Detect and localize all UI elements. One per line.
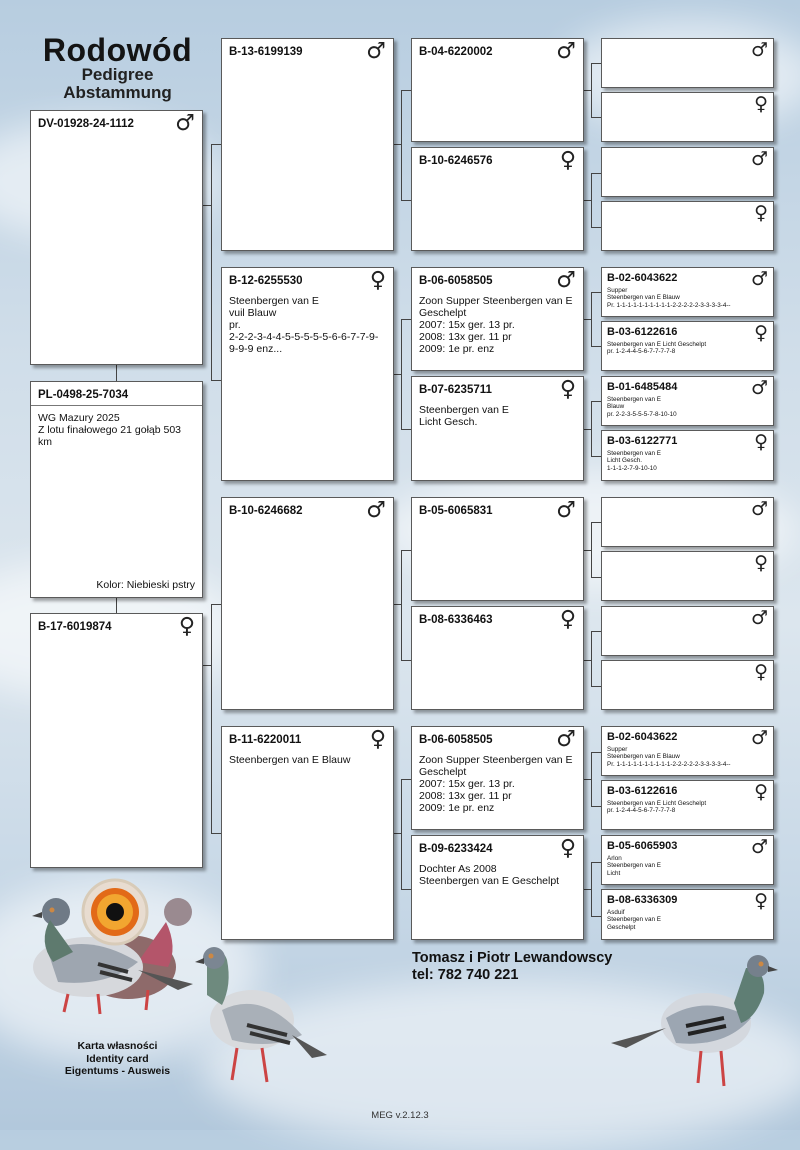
ring-number: B-03-6122616 xyxy=(607,326,678,338)
connector-line xyxy=(583,319,591,320)
ring-number: B-09-6233424 xyxy=(419,843,493,855)
ring-number: B-04-6220002 xyxy=(419,46,493,58)
ring-number: B-13-6199139 xyxy=(229,46,303,58)
great-grandparent-card[interactable] xyxy=(601,147,774,197)
subtitle-en: Pedigree xyxy=(81,65,154,84)
connector-line xyxy=(591,752,601,753)
connector-line xyxy=(401,779,411,780)
bird-info: Steenbergen van E Licht Geschelpt pr. 1-2-4-4-5-6-7-7-7-7-8 xyxy=(607,800,707,815)
connector-line xyxy=(202,205,211,206)
male-symbol-icon: ♂ xyxy=(750,39,768,61)
female-symbol-icon: ♀ xyxy=(754,322,768,344)
connector-line xyxy=(591,686,601,687)
male-symbol-icon: ♂ xyxy=(750,148,768,170)
connector-line xyxy=(393,833,401,834)
connector-line xyxy=(591,806,601,807)
connector-line xyxy=(401,90,402,200)
grandsire-card[interactable] xyxy=(411,497,584,601)
pigeon-illustration xyxy=(192,940,332,1090)
caption-line: Identity card xyxy=(86,1052,149,1065)
connector-line xyxy=(211,144,212,380)
connector-line xyxy=(583,90,591,91)
connector-line xyxy=(401,660,411,661)
connector-line xyxy=(116,597,117,613)
male-symbol-icon: ♂ xyxy=(750,268,768,290)
ring-number: B-03-6122616 xyxy=(607,785,678,797)
granddam-card[interactable] xyxy=(411,835,584,940)
bird-info: Zoon Supper Steenbergen van E Geschelpt 2007: 15x ger. 13 pr. 2008: 13x ger. 11 pr 2009: 1e pr. enz xyxy=(419,754,573,814)
grandsire-card[interactable] xyxy=(411,267,584,371)
male-symbol-icon: ♂ xyxy=(366,39,386,64)
female-symbol-icon: ♀ xyxy=(559,836,576,861)
connector-line xyxy=(211,604,212,833)
connector-line xyxy=(591,63,601,64)
pigeon-pair-illustration xyxy=(28,872,208,1032)
connector-line xyxy=(591,401,592,456)
connector-line xyxy=(116,364,117,381)
female-symbol-icon: ♀ xyxy=(754,93,768,115)
great-grandparent-card[interactable] xyxy=(601,430,774,481)
bird-info: Steenbergen van E vuil Blauw pr. 2-2-2-3-4-4-5-5-5-5-5-6-6-7-7-9-9-9-9 enz... xyxy=(229,295,379,355)
female-symbol-icon: ♀ xyxy=(369,727,386,752)
great-grandparent-card[interactable] xyxy=(601,201,774,251)
connector-line xyxy=(401,889,411,890)
connector-line xyxy=(211,380,221,381)
great-grandparent-card[interactable] xyxy=(601,660,774,710)
great-grandparent-card[interactable] xyxy=(601,321,774,371)
male-symbol-icon: ♂ xyxy=(750,377,768,399)
bird-info: Steenbergen van E Licht Gesch. 1-1-1-2-7-9-10-10 xyxy=(607,450,661,472)
ring-number: B-06-6058505 xyxy=(419,275,493,287)
ring-number: B-01-6485484 xyxy=(607,381,678,393)
connector-line xyxy=(401,319,411,320)
bird-info: Steenbergen van E Blauw pr. 2-2-3-5-5-5-7-8-10-10 xyxy=(607,396,677,418)
connector-line xyxy=(583,429,591,430)
ring-number: B-11-6220011 xyxy=(229,734,302,746)
male-symbol-icon: ♂ xyxy=(750,836,768,858)
main-bird-card[interactable] xyxy=(30,110,203,365)
connector-line xyxy=(583,889,591,890)
female-symbol-icon: ♀ xyxy=(754,202,768,224)
male-symbol-icon: ♂ xyxy=(556,727,576,752)
great-grandparent-card[interactable] xyxy=(601,497,774,547)
mother-card[interactable] xyxy=(30,613,203,868)
ring-number: B-07-6235711 xyxy=(419,384,492,396)
female-symbol-icon: ♀ xyxy=(559,148,576,173)
owner-name: Tomasz i Piotr Lewandowscy xyxy=(412,950,613,966)
dam-card[interactable] xyxy=(221,267,394,481)
connector-line xyxy=(591,173,592,228)
great-grandparent-card[interactable] xyxy=(601,889,774,940)
connector-line xyxy=(591,346,601,347)
male-symbol-icon: ♂ xyxy=(366,498,386,523)
connector-line xyxy=(202,665,211,666)
connector-line xyxy=(401,550,402,660)
female-symbol-icon: ♀ xyxy=(754,661,768,683)
connector-line xyxy=(591,227,601,228)
bird-info: WG Mazury 2025 Z lotu finałowego 21 gołąb 503 km xyxy=(38,412,182,448)
identity-card-caption xyxy=(30,1040,205,1078)
caption-line: Karta własności xyxy=(77,1040,158,1052)
grandsire-card[interactable] xyxy=(411,38,584,142)
male-symbol-icon: ♂ xyxy=(175,111,195,136)
subtitle-de: Abstammung xyxy=(63,83,172,102)
connector-line xyxy=(591,862,592,916)
connector-line xyxy=(401,429,411,430)
male-symbol-icon: ♂ xyxy=(750,607,768,629)
connector-line xyxy=(393,604,401,605)
connector-line xyxy=(401,90,411,91)
connector-line xyxy=(591,522,601,523)
caption-line: Eigentums - Ausweis xyxy=(64,1065,171,1077)
male-symbol-icon: ♂ xyxy=(750,498,768,520)
female-symbol-icon: ♀ xyxy=(754,552,768,574)
connector-line xyxy=(393,144,401,145)
connector-line xyxy=(583,200,591,201)
owner-phone: tel: 782 740 221 xyxy=(412,967,519,983)
ring-number: B-08-6336309 xyxy=(607,894,678,906)
connector-line xyxy=(583,550,591,551)
male-symbol-icon: ♂ xyxy=(556,268,576,293)
color-label: Kolor: Niebieski pstry xyxy=(96,579,195,591)
connector-line xyxy=(591,456,601,457)
granddam-card[interactable] xyxy=(411,147,584,251)
page-title: Rodowód xyxy=(42,32,193,68)
bird-info: Steenbergen van E Blauw xyxy=(229,754,351,766)
great-grandparent-card[interactable] xyxy=(601,92,774,142)
female-symbol-icon: ♀ xyxy=(754,781,768,803)
dam-card[interactable] xyxy=(221,726,394,940)
connector-line xyxy=(591,577,601,578)
connector-line xyxy=(591,292,592,347)
connector-line xyxy=(591,862,601,863)
connector-line xyxy=(591,401,601,402)
ring-number: B-05-6065903 xyxy=(607,840,678,852)
bird-info: Supper Steenbergen van E Blauw Pr. 1-1-1-1-1-1-1-1-1-1-2-2-2-2-2-3-3-3-3-4-- xyxy=(607,746,731,768)
ring-number: B-17-6019874 xyxy=(38,621,112,633)
ring-number: B-02-6043622 xyxy=(607,272,678,284)
bird-info: Asduif Steenbergen van E Geschelpt xyxy=(607,909,661,931)
bird-info: Supper Steenbergen van E Blauw Pr. 1-1-1-1-1-1-1-1-1-1-2-2-2-2-2-3-3-3-3-4-- xyxy=(607,287,731,309)
granddam-card[interactable] xyxy=(411,606,584,710)
great-grandparent-card[interactable] xyxy=(601,551,774,601)
ring-number: B-10-6246682 xyxy=(229,505,303,517)
male-symbol-icon: ♂ xyxy=(556,498,576,523)
connector-line xyxy=(401,200,411,201)
great-grandparent-card[interactable] xyxy=(601,606,774,656)
pedigree-header xyxy=(30,34,205,102)
pigeon-illustration xyxy=(606,948,786,1098)
connector-line xyxy=(211,604,221,605)
connector-line xyxy=(583,660,591,661)
ring-number: PL-0498-25-7034 xyxy=(38,389,129,401)
connector-line xyxy=(591,752,592,807)
connector-line xyxy=(591,916,601,917)
connector-line xyxy=(393,374,401,375)
granddam-card[interactable] xyxy=(411,376,584,481)
bird-info: Dochter As 2008 Steenbergen van E Geschelpt xyxy=(419,863,560,887)
great-grandparent-card[interactable] xyxy=(601,835,774,885)
sire-card[interactable] xyxy=(221,38,394,251)
great-grandparent-card[interactable] xyxy=(601,780,774,830)
ring-number: B-10-6246576 xyxy=(419,155,493,167)
great-grandparent-card[interactable] xyxy=(601,376,774,426)
connector-line xyxy=(591,173,601,174)
grandsire-card[interactable] xyxy=(411,726,584,830)
connector-line xyxy=(211,144,221,145)
great-grandparent-card[interactable] xyxy=(601,267,774,317)
connector-line xyxy=(401,779,402,889)
connector-line xyxy=(211,833,221,834)
female-symbol-icon: ♀ xyxy=(178,614,195,639)
female-symbol-icon: ♀ xyxy=(559,377,576,402)
female-symbol-icon: ♀ xyxy=(754,890,768,912)
bird-info: Zoon Supper Steenbergen van E Geschelpt 2007: 15x ger. 13 pr. 2008: 13x ger. 11 pr 2009: 1e pr. enz xyxy=(419,295,573,355)
female-symbol-icon: ♀ xyxy=(559,607,576,632)
connector-line xyxy=(401,319,402,429)
connector-line xyxy=(591,63,592,118)
female-symbol-icon: ♀ xyxy=(369,268,386,293)
ring-number: B-08-6336463 xyxy=(419,614,493,626)
female-symbol-icon: ♀ xyxy=(754,431,768,453)
connector-line xyxy=(401,550,411,551)
ring-number: B-02-6043622 xyxy=(607,731,678,743)
great-grandparent-card[interactable] xyxy=(601,726,774,776)
ring-number: B-12-6255530 xyxy=(229,275,303,287)
ring-number: B-03-6122771 xyxy=(607,435,678,447)
bird-info: Steenbergen van E Licht Geschelpt pr. 1-2-4-4-5-6-7-7-7-7-8 xyxy=(607,341,707,356)
bird-info: Arlon Steenbergen van E Licht xyxy=(607,855,661,877)
connector-line xyxy=(591,292,601,293)
male-symbol-icon: ♂ xyxy=(750,727,768,749)
ring-number: B-05-6065831 xyxy=(419,505,493,517)
connector-line xyxy=(583,779,591,780)
ring-number: B-06-6058505 xyxy=(419,734,493,746)
connector-line xyxy=(591,631,601,632)
second-bird-card[interactable] xyxy=(30,381,203,598)
version-label: MEG v.2.12.3 xyxy=(371,1110,429,1121)
connector-line xyxy=(591,117,601,118)
owner-block xyxy=(412,950,612,984)
ring-number: DV-01928-24-1112 xyxy=(38,118,134,130)
bird-info: Steenbergen van E Licht Gesch. xyxy=(419,404,509,428)
connector-line xyxy=(591,522,592,577)
male-symbol-icon: ♂ xyxy=(556,39,576,64)
sire-card[interactable] xyxy=(221,497,394,710)
great-grandparent-card[interactable] xyxy=(601,38,774,88)
connector-line xyxy=(591,631,592,686)
